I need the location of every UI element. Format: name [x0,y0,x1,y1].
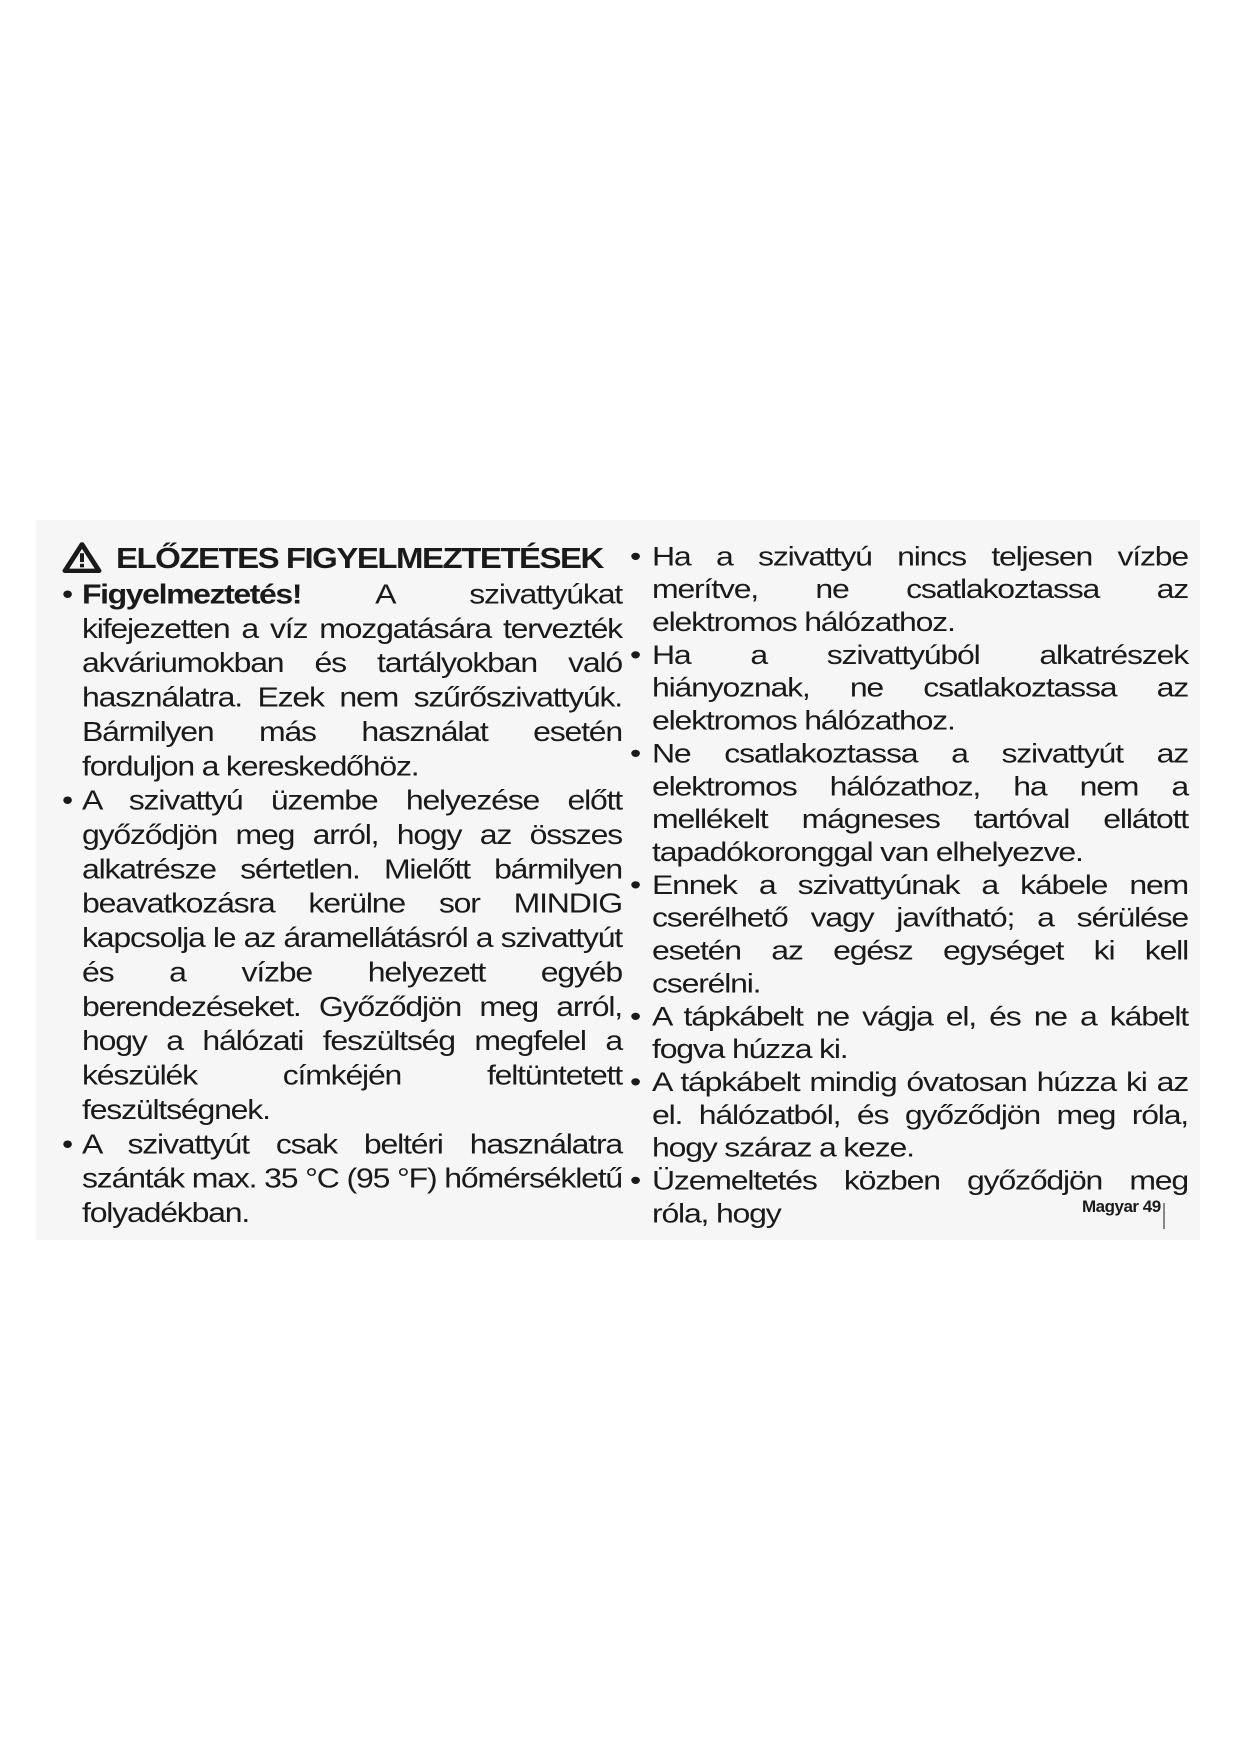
list-item-text: A szivattyúkat kifejezetten a víz mozgatására tervezték akváriumokban és tartályokban való használatra. Ezek nem szűrőszivattyúk. Bármilyen más használat esetén forduljon a kereskedőhöz. [82,577,622,782]
warning-label: Figyelmeztetés! [82,577,302,610]
page-footer [1082,1197,1165,1229]
list-item [630,639,1188,738]
right-bullet-list [630,540,1188,1230]
list-item [630,737,1188,868]
list-item-text: Ha a szivattyú nincs teljesen vízbe merítve, ne csatlakoztassa az elektromos hálózathoz. [652,540,1188,637]
right-column [630,540,1188,1230]
list-item [630,869,1188,1000]
list-item-text: Üzemeltetés közben győződjön meg róla, hogy [652,1165,1188,1229]
list-item-text: A szivattyút csak beltéri használatra szánták max. 35 °C (95 °F) hőmérsékletű folyadékban. [82,1127,622,1229]
page-number: 49 [1142,1197,1161,1216]
left-column [62,540,622,1230]
list-item-text: Ne csatlakoztassa a szivattyút az elektromos hálózathoz, ha nem a mellékelt mágneses tartóval ellátott tapadókoronggal van elhelyezve. [652,737,1188,867]
list-item [62,783,622,1127]
list-item-text: A tápkábelt mindig óvatosan húzza ki az el. hálózatból, és győződjön meg róla, hogy száraz a keze. [652,1066,1188,1163]
section-title: ELŐZETES FIGYELMEZTETÉSEK [116,541,603,574]
list-item-text: A szivattyú üzembe helyezése előtt győződjön meg arról, hogy az összes alkatrésze sértetlen. Mielőtt bármilyen beavatkozásra kerülne sor MINDIG kapcsolja le az áramellátásról a szivattyút és a vízbe helyezett egyéb berendezéseket. Győződjön meg arról, hogy a hálózati feszültség megfelel a készülék címkéjén feltüntetett feszültségnek. [82,784,622,1126]
warning-triangle-icon [62,542,102,574]
list-item [630,1000,1188,1066]
list-item [62,577,622,783]
list-item-text: Ennek a szivattyúnak a kábele nem cserélhető vagy javítható; a sérülése esetén az egész egységet ki kell cserélni. [652,869,1188,999]
footer-language: Magyar [1082,1197,1139,1216]
list-item-text: Ha a szivattyúból alkatrészek hiányoznak, ne csatlakoztassa az elektromos hálózathoz. [652,639,1188,736]
list-item [630,1066,1188,1165]
footer-rule [1163,1203,1165,1229]
list-item [62,1127,622,1230]
list-item [630,540,1188,639]
left-bullet-list [62,577,622,1230]
list-item-text: A tápkábelt ne vágja el, és ne a kábelt fogva húzza ki. [652,1000,1188,1065]
section-heading [62,540,622,575]
